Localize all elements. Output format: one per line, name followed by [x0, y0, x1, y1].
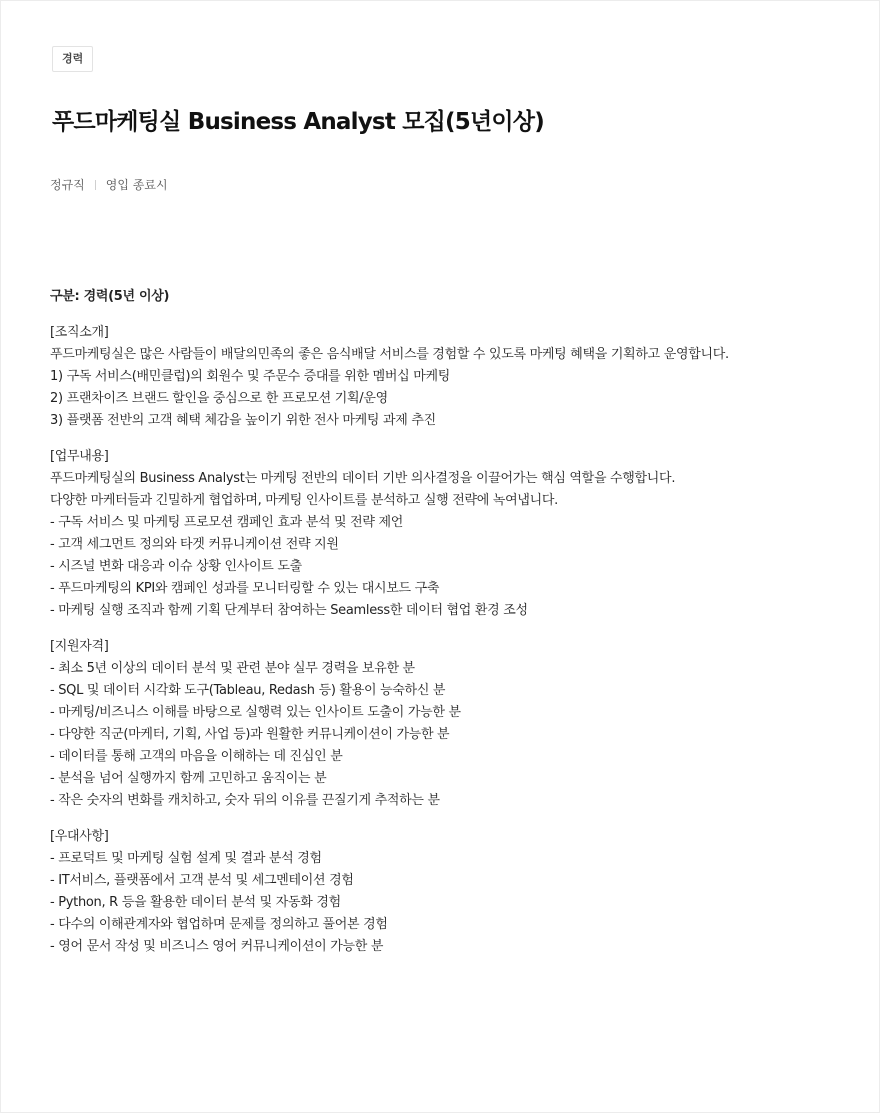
section-line: - 푸드마케팅의 KPI와 캠페인 성과를 모니터링할 수 있는 대시보드 구축	[50, 581, 440, 596]
section-line: - 다양한 직군(마케터, 기획, 사업 등)과 원활한 커뮤니케이션이 가능한 분	[50, 727, 450, 742]
job-meta	[50, 176, 168, 193]
section-line: - 마케팅 실행 조직과 함께 기획 단계부터 참여하는 Seamless한 데이터 협업 환경 조성	[50, 603, 528, 618]
section-line: 푸드마케팅실의 Business Analyst는 마케팅 전반의 데이터 기반 의사결정을 이끌어가는 핵심 역할을 수행합니다.	[50, 471, 676, 486]
section-line: - 최소 5년 이상의 데이터 분석 및 관련 분야 실무 경력을 보유한 분	[50, 661, 415, 676]
section-qualifications	[50, 636, 850, 812]
section-line: - 데이터를 통해 고객의 마음을 이해하는 데 진심인 분	[50, 749, 343, 764]
section-line: 1) 구독 서비스(배민클럽)의 회원수 및 주문수 증대를 위한 멤버십 마케팅	[50, 369, 451, 384]
section-line: - SQL 및 데이터 시각화 도구(Tableau, Redash 등) 활용이 능숙하신 분	[50, 683, 446, 698]
page-title: 푸드마케팅실 Business Analyst 모집(5년이상)	[52, 109, 544, 135]
section-line: - 작은 숫자의 변화를 캐치하고, 숫자 뒤의 이유를 끈질기게 추적하는 분	[50, 793, 440, 808]
section-line: - 다수의 이해관계자와 협업하며 문제를 정의하고 풀어본 경험	[50, 917, 388, 932]
section-duties	[50, 446, 850, 622]
section-line: 푸드마케팅실은 많은 사람들이 배달의민족의 좋은 음식배달 서비스를 경험할 수 있도록 마케팅 혜택을 기획하고 운영합니다.	[50, 347, 729, 362]
section-line: - 구독 서비스 및 마케팅 프로모션 캠페인 효과 분석 및 전략 제언	[50, 515, 403, 530]
section-line: - 영어 문서 작성 및 비즈니스 영어 커뮤니케이션이 가능한 분	[50, 939, 384, 954]
job-description	[50, 286, 850, 958]
section-line: - 시즈널 변화 대응과 이슈 상황 인사이트 도출	[50, 559, 302, 574]
section-line: - Python, R 등을 활용한 데이터 분석 및 자동화 경험	[50, 895, 341, 910]
section-heading: [지원자격]	[50, 639, 109, 654]
section-line: - 마케팅/비즈니스 이해를 바탕으로 실행력 있는 인사이트 도출이 가능한 분	[50, 705, 461, 720]
section-line: - 프로덕트 및 마케팅 실험 설계 및 결과 분석 경험	[50, 851, 322, 866]
deadline: 영입 종료시	[105, 178, 168, 192]
section-heading: [업무내용]	[50, 449, 109, 464]
section-line: - IT서비스, 플랫폼에서 고객 분석 및 세그멘테이션 경험	[50, 873, 354, 888]
section-heading: [조직소개]	[50, 325, 109, 340]
section-line: - 고객 세그먼트 정의와 타겟 커뮤니케이션 전략 지원	[50, 537, 339, 552]
category-line: 구분: 경력(5년 이상)	[50, 289, 170, 304]
section-line: 3) 플랫폼 전반의 고객 혜택 체감을 높이기 위한 전사 마케팅 과제 추진	[50, 413, 436, 428]
section-line: 다양한 마케터들과 긴밀하게 협업하며, 마케팅 인사이트를 분석하고 실행 전략에 녹여냅니다.	[50, 493, 558, 508]
meta-divider	[95, 180, 96, 190]
section-preferred	[50, 826, 850, 958]
section-heading: [우대사항]	[50, 829, 109, 844]
section-line: - 분석을 넘어 실행까지 함께 고민하고 움직이는 분	[50, 771, 327, 786]
employment-type: 정규직	[50, 178, 85, 192]
section-org	[50, 322, 850, 432]
section-line: 2) 프랜차이즈 브랜드 할인을 중심으로 한 프로모션 기획/운영	[50, 391, 388, 406]
career-badge: 경력	[52, 46, 93, 72]
